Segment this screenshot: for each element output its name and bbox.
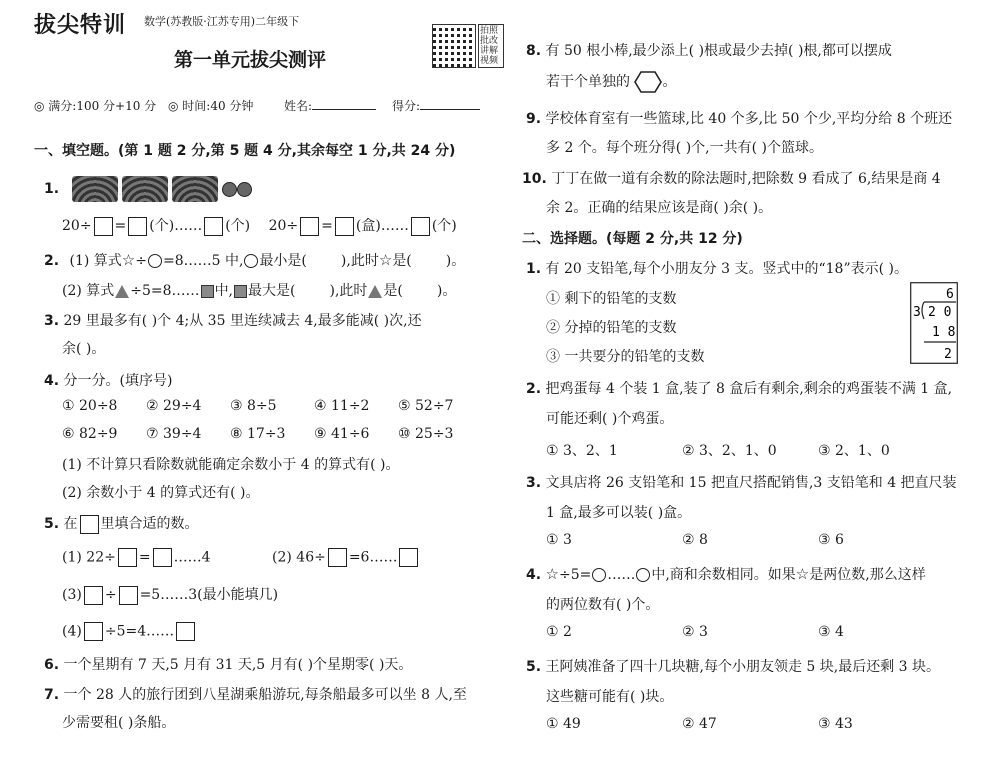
division-divisor: 3 (913, 305, 921, 320)
answer-box[interactable] (84, 622, 103, 641)
question-4-row-1: ① 20÷8 ② 29÷4 ③ 8÷5 ④ 11÷2 ⑤ 52÷7 (62, 398, 454, 414)
choice-option[interactable]: ① 3、2、1 (546, 443, 618, 459)
choice-option[interactable]: ② 8 (682, 532, 708, 548)
question-4-part-2: (2) 余数小于 4 的算式还有( )。 (62, 485, 260, 501)
question-number: 1. (44, 181, 60, 197)
answer-box[interactable] (300, 217, 319, 236)
division-product: 1 8 (932, 325, 956, 340)
choice-option[interactable]: ③ 43 (818, 716, 853, 732)
page-title: 第一单元拔尖测评 (173, 49, 326, 71)
circle-icon (244, 254, 258, 268)
answer-box[interactable] (153, 548, 172, 567)
question-2-line-1: 2. (1) 算式☆÷ =8……5 中, 最小是( ),此时☆是( )。 (44, 251, 466, 269)
answer-box[interactable] (84, 586, 103, 605)
choice-option[interactable]: ① 3 (546, 532, 572, 548)
circle-icon (148, 254, 162, 268)
choice-option[interactable]: ③ 6 (818, 532, 844, 548)
answer-box[interactable] (399, 548, 418, 567)
choice-option[interactable]: ① 2 (546, 624, 572, 640)
question-5-part-4: (4) ÷5=4…… (62, 622, 197, 641)
section-2-heading: 二、选择题。(每题 2 分,共 12 分) (522, 231, 743, 247)
choice-option[interactable]: ① 49 (546, 716, 581, 732)
choice-question-3-cont: 1 盒,最多可以装( )盒。 (546, 505, 692, 521)
score-field[interactable] (392, 97, 480, 114)
qr-label: 拍照批改讲解视频 (478, 24, 504, 68)
circle-icon (592, 568, 606, 582)
question-4: 4. 分一分。(填序号) (44, 373, 173, 389)
answer-box[interactable] (94, 217, 113, 236)
division-quotient: 6 (946, 287, 954, 302)
question-1-equations: 20÷ = (个)…… (个) 20÷ = (盒)…… (个) (62, 218, 457, 234)
division-dividend: 2 0 (928, 305, 952, 320)
question-2-line-2: (2) 算式 ÷5=8…… 中, 最大是( ),此时 是( )。 (62, 283, 457, 299)
section-1-heading: 一、填空题。(第 1 题 2 分,第 5 题 4 分,其余每空 1 分,共 24 分) (34, 143, 456, 159)
choice-question-5: 5. 王阿姨准备了四十几块糖,每个小朋友领走 5 块,最后还剩 3 块。 (526, 659, 941, 675)
choice-option[interactable]: ② 3 (682, 624, 708, 640)
question-3-cont: 余( )。 (62, 341, 106, 357)
triangle-icon (368, 285, 382, 298)
question-9: 9. 学校体育室有一些篮球,比 40 个多,比 50 个少,平均分给 8 个班还 (526, 111, 953, 127)
choice-question-2-cont: 可能还剩( )个鸡蛋。 (546, 411, 674, 427)
choice-question-4-cont: 的两位数有( )个。 (546, 597, 660, 613)
brand-logo: 拔尖特训 (34, 13, 127, 38)
qr-code-icon (432, 24, 476, 68)
choice-question-3: 3. 文具店将 26 支铅笔和 15 把直尺搭配销售,3 支铅笔和 4 把直尺装 (526, 475, 957, 491)
hexagon-icon (634, 70, 662, 94)
question-1 (44, 176, 252, 202)
egg-crates-image (72, 181, 252, 197)
question-10-cont: 余 2。正确的结果应该是商( )余( )。 (546, 200, 773, 216)
score-label: 得分: (392, 99, 421, 113)
time-limit: ◎ 时间:40 分钟 (168, 99, 254, 113)
question-4-row-2: ⑥ 82÷9 ⑦ 39÷4 ⑧ 17÷3 ⑨ 41÷6 ⑩ 25÷3 (62, 426, 454, 442)
choice-question-2: 2. 把鸡蛋每 4 个装 1 盒,装了 8 盒后有剩余,剩余的鸡蛋装不满 1 盒, (526, 381, 953, 397)
circle-icon (636, 568, 650, 582)
choice-option[interactable]: ① 剩下的铅笔的支数 (546, 291, 677, 307)
answer-box[interactable] (204, 217, 223, 236)
star-icon: ☆ (378, 251, 393, 269)
question-10: 10. 丁丁在做一道有余数的除法题时,把除数 9 看成了 6,结果是商 4 (522, 171, 941, 187)
answer-box[interactable] (176, 622, 195, 641)
box-icon (80, 515, 99, 534)
question-5-part-3: (3) ÷ =5……3(最小能填几) (62, 587, 279, 603)
full-score: ◎ 满分:100 分+10 分 (34, 99, 157, 113)
book-subtitle: 数学(苏教版·江苏专用)二年级下 (144, 15, 300, 28)
square-icon (201, 285, 214, 298)
question-9-cont: 多 2 个。每个班分得( )个,一共有( )个篮球。 (546, 140, 824, 156)
answer-box[interactable] (328, 548, 347, 567)
question-5-part-2: (2) 46÷ =6…… (272, 548, 420, 567)
question-7: 7. 一个 28 人的旅行团到八星湖乘船游玩,每条船最多可以坐 8 人,至 (44, 687, 467, 703)
answer-box[interactable] (335, 217, 354, 236)
question-6: 6. 一个星期有 7 天,5 月有 31 天,5 月有( )个星期零( )天。 (44, 657, 413, 673)
question-4-part-1: (1) 不计算只看除数就能确定余数小于 4 的算式有( )。 (62, 457, 400, 473)
question-5: 5. 在 里填合适的数。 (44, 516, 199, 532)
choice-option[interactable]: ② 47 (682, 716, 717, 732)
question-8-cont: 若干个单独的 。 (546, 70, 676, 94)
choice-option[interactable]: ③ 一共要分的铅笔的支数 (546, 349, 705, 365)
square-icon (234, 285, 247, 298)
question-3: 3. 29 里最多有( )个 4;从 35 里连续减去 4,最多能减( )次,还 (44, 313, 422, 329)
choice-question-1: 1. 有 20 支铅笔,每个小朋友分 3 支。竖式中的“18”表示( )。 (526, 261, 908, 277)
division-remainder: 2 (944, 347, 952, 362)
question-8: 8. 有 50 根小棒,最少添上( )根或最少去掉( )根,都可以摆成 (526, 43, 892, 59)
star-icon: ☆ (545, 565, 559, 583)
answer-box[interactable] (128, 217, 147, 236)
star-icon: ☆ (121, 251, 136, 269)
choice-option[interactable]: ② 分掉的铅笔的支数 (546, 320, 677, 336)
choice-option[interactable]: ③ 2、1、0 (818, 443, 890, 459)
choice-question-5-cont: 这些糖可能有( )块。 (546, 689, 674, 705)
name-label: 姓名: (284, 99, 313, 113)
star-icon: ☆ (795, 565, 810, 583)
answer-box[interactable] (411, 217, 430, 236)
choice-question-4: 4. ☆÷5= …… 中,商和余数相同。如果☆是两位数,那么这样 (526, 565, 926, 583)
question-7-cont: 少需要租( )条船。 (62, 715, 176, 731)
triangle-icon (115, 285, 129, 298)
answer-box[interactable] (119, 586, 138, 605)
name-field[interactable] (284, 97, 376, 114)
long-division-figure (910, 282, 958, 364)
choice-option[interactable]: ③ 4 (818, 624, 844, 640)
choice-option[interactable]: ② 3、2、1、0 (682, 443, 777, 459)
answer-box[interactable] (118, 548, 137, 567)
question-5-part-1: (1) 22÷ = ……4 (62, 549, 211, 566)
